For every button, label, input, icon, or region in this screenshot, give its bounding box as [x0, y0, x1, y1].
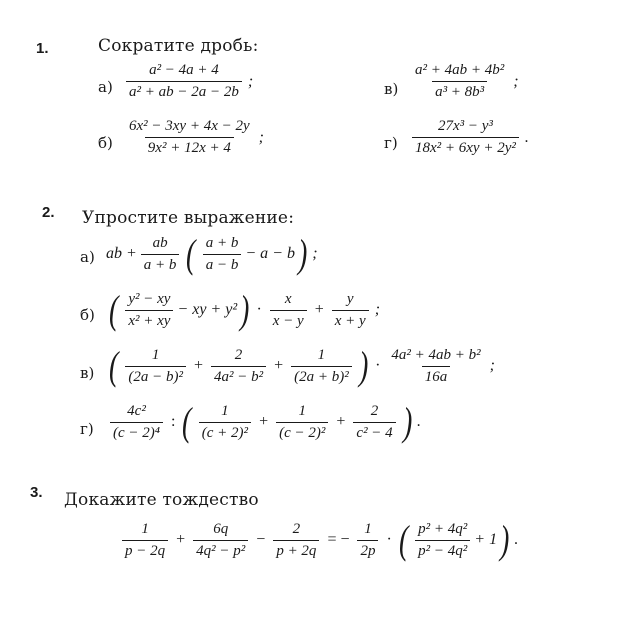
- numerator: 1: [141, 520, 149, 537]
- denominator: a² + ab − 2a − 2b: [126, 81, 242, 101]
- denominator: (c − 2)⁴: [110, 422, 163, 442]
- fraction: [357, 521, 378, 560]
- fraction: [388, 347, 483, 386]
- numerator: 1: [298, 402, 306, 419]
- multiply-dot: ·: [375, 357, 381, 374]
- p1-expr-c: [408, 62, 519, 101]
- denominator: (2a + b)²: [291, 366, 352, 386]
- numerator: 27x³ − y³: [437, 118, 493, 134]
- problem-1-number: 1.: [36, 40, 49, 57]
- problem-3-heading: Докажите тождество: [64, 490, 259, 510]
- p1-expr-b: [122, 118, 264, 157]
- term: ab +: [106, 245, 137, 262]
- open-paren: (: [398, 517, 409, 562]
- denominator: (2a − b)²: [125, 366, 186, 386]
- numerator: 1: [364, 520, 372, 537]
- p2-label-a: а): [80, 248, 95, 266]
- fraction: [415, 521, 470, 560]
- term: + 1: [474, 531, 498, 548]
- problem-1-heading: Сократите дробь:: [98, 36, 259, 56]
- numerator: 1: [221, 402, 229, 419]
- p2-label-c: в): [80, 364, 95, 382]
- punctuation: ;: [374, 301, 381, 318]
- p2-expr-c: [106, 343, 495, 388]
- numerator: 6q: [213, 520, 229, 537]
- p2-expr-a: [106, 231, 318, 276]
- denominator: (c + 2)²: [199, 422, 251, 442]
- numerator: 1: [317, 346, 326, 363]
- punctuation: .: [524, 128, 529, 146]
- fraction: [211, 347, 266, 386]
- punctuation: ;: [258, 128, 264, 146]
- open-paren: (: [108, 343, 119, 388]
- plus-sign: +: [274, 357, 284, 374]
- p3-identity: [118, 517, 519, 562]
- fraction: [332, 291, 369, 330]
- numerator: a² − 4a + 4: [149, 62, 219, 78]
- punctuation: ;: [247, 72, 254, 90]
- numerator: 4a² + 4ab + b²: [391, 346, 481, 363]
- fraction: [193, 521, 248, 560]
- denominator: x² + xy: [125, 310, 173, 330]
- fraction: [126, 62, 242, 101]
- denominator: p + 2q: [273, 540, 319, 560]
- fraction: [412, 118, 519, 157]
- denominator: c² − 4: [353, 422, 395, 442]
- close-paren: ): [358, 343, 369, 388]
- p2-label-b: б): [80, 306, 95, 324]
- denominator: 4q² − p²: [193, 540, 248, 560]
- denominator: p² − 4q²: [415, 540, 470, 560]
- p2-label-d: г): [80, 420, 94, 438]
- term: − xy + y²: [177, 301, 238, 318]
- numerator: a² + 4ab + 4b²: [415, 62, 505, 78]
- fraction: [122, 521, 168, 560]
- term: − a − b: [245, 245, 295, 262]
- equals-minus: = −: [327, 531, 350, 548]
- numerator: y² − xy: [128, 290, 171, 307]
- punctuation: .: [417, 413, 422, 430]
- denominator: p − 2q: [122, 540, 168, 560]
- fraction: [353, 403, 395, 442]
- p1-label-b: б): [98, 134, 113, 152]
- fraction: [291, 347, 352, 386]
- p1-expr-a: [122, 62, 253, 101]
- problem-3-number: 3.: [30, 484, 43, 501]
- denominator: x + y: [332, 310, 369, 330]
- plus-sign: +: [314, 301, 324, 318]
- punctuation: .: [514, 531, 519, 548]
- p1-label-c: в): [384, 80, 399, 98]
- fraction: [141, 235, 180, 274]
- close-paren: ): [240, 287, 250, 332]
- close-paren: ): [402, 399, 413, 444]
- numerator: 2: [292, 520, 301, 537]
- plus-sign: +: [336, 413, 346, 430]
- fraction: [203, 235, 242, 274]
- denominator: 4a² − b²: [211, 366, 266, 386]
- denominator: 2p: [357, 540, 378, 560]
- fraction: [270, 291, 307, 330]
- fraction: [412, 62, 507, 101]
- denominator: 16a: [422, 366, 451, 386]
- problem-2-number: 2.: [42, 204, 55, 221]
- denominator: a + b: [141, 254, 180, 274]
- open-paren: (: [108, 287, 119, 332]
- multiply-dot: ·: [256, 301, 262, 318]
- numerator: ab: [152, 234, 168, 251]
- punctuation: ;: [312, 245, 318, 262]
- p2-expr-d: [106, 399, 422, 444]
- numerator: 6x² − 3xy + 4x − 2y: [129, 118, 250, 134]
- punctuation: ;: [489, 357, 495, 374]
- open-paren: (: [182, 399, 192, 444]
- numerator: 2: [234, 346, 243, 363]
- fraction: [199, 403, 251, 442]
- numerator: 1: [151, 346, 160, 363]
- fraction: [126, 118, 253, 157]
- denominator: 9x² + 12x + 4: [145, 137, 234, 157]
- numerator: y: [346, 290, 354, 307]
- plus-sign: +: [176, 531, 186, 548]
- plus-sign: +: [193, 357, 203, 374]
- close-paren: ): [297, 231, 308, 276]
- fraction: [125, 291, 173, 330]
- numerator: x: [284, 290, 292, 307]
- open-paren: (: [186, 231, 196, 276]
- p1-label-a: а): [98, 78, 113, 96]
- fraction: [125, 347, 186, 386]
- denominator: a³ + 8b³: [432, 81, 487, 101]
- p2-expr-b: [106, 287, 381, 332]
- numerator: 2: [370, 402, 379, 419]
- denominator: a − b: [203, 254, 242, 274]
- punctuation: ;: [513, 72, 519, 90]
- p1-label-d: г): [384, 134, 398, 152]
- numerator: p² + 4q²: [418, 520, 468, 537]
- divide-colon: :: [171, 413, 176, 430]
- fraction: [273, 521, 319, 560]
- denominator: 18x² + 6xy + 2y²: [412, 137, 519, 157]
- problem-2-heading: Упростите выражение:: [82, 208, 295, 228]
- numerator: 4c²: [127, 402, 146, 419]
- plus-sign: +: [259, 413, 269, 430]
- denominator: x − y: [270, 310, 307, 330]
- denominator: (c − 2)²: [276, 422, 328, 442]
- minus-sign: −: [256, 531, 266, 548]
- close-paren: ): [500, 517, 510, 562]
- fraction: [110, 403, 163, 442]
- p1-expr-d: [408, 118, 529, 157]
- numerator: a + b: [205, 234, 239, 251]
- fraction: [276, 403, 328, 442]
- multiply-dot: ·: [386, 531, 392, 548]
